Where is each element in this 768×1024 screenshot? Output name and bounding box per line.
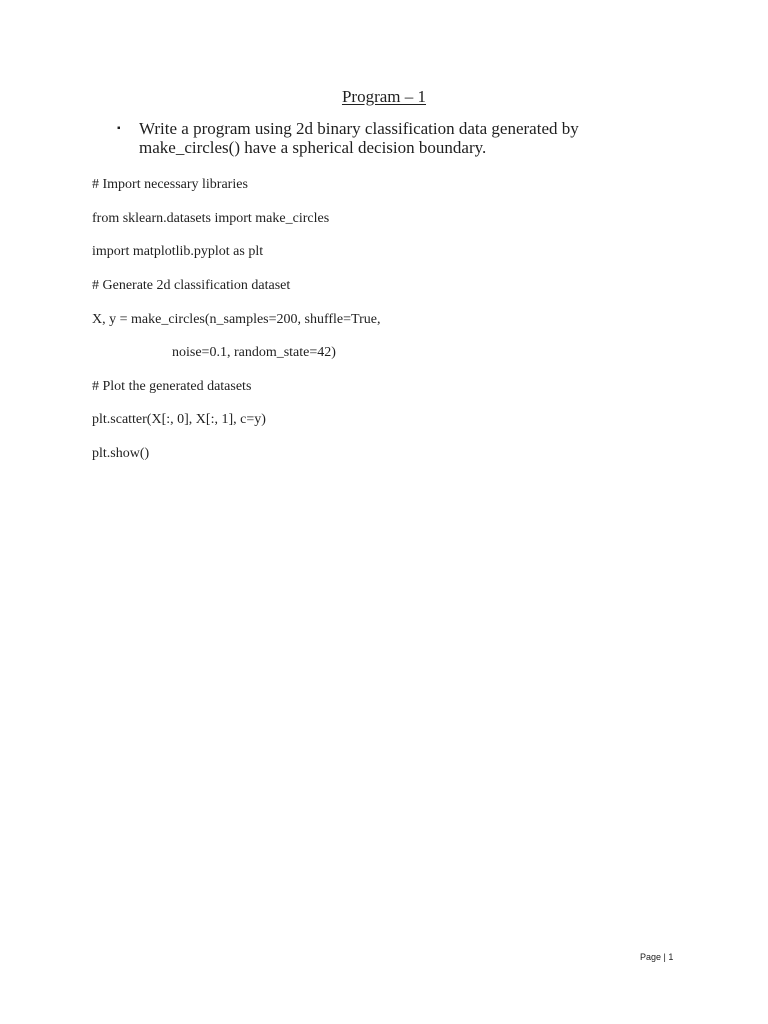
code-line: # Generate 2d classification dataset <box>92 278 291 293</box>
code-line: plt.show() <box>92 446 150 461</box>
task-text: Write a program using 2d binary classification data generated by make_circles() have a spherical decision boundary. <box>139 119 579 157</box>
code-line: from sklearn.datasets import make_circles <box>92 211 330 226</box>
task-description <box>117 119 647 157</box>
code-line: # Import necessary libraries <box>92 177 248 192</box>
code-line: X, y = make_circles(n_samples=200, shuffle=True, <box>92 312 381 327</box>
code-line: import matplotlib.pyplot as plt <box>92 244 264 259</box>
page-title-text: Program – 1 <box>341 87 427 106</box>
page-title <box>0 86 768 108</box>
code-line: # Plot the generated datasets <box>92 379 252 394</box>
bullet-icon: ▪ <box>117 123 121 134</box>
code-line: noise=0.1, random_state=42) <box>172 345 336 360</box>
code-line: plt.scatter(X[:, 0], X[:, 1], c=y) <box>92 412 266 427</box>
page-number-footer: Page | 1 <box>640 952 674 962</box>
